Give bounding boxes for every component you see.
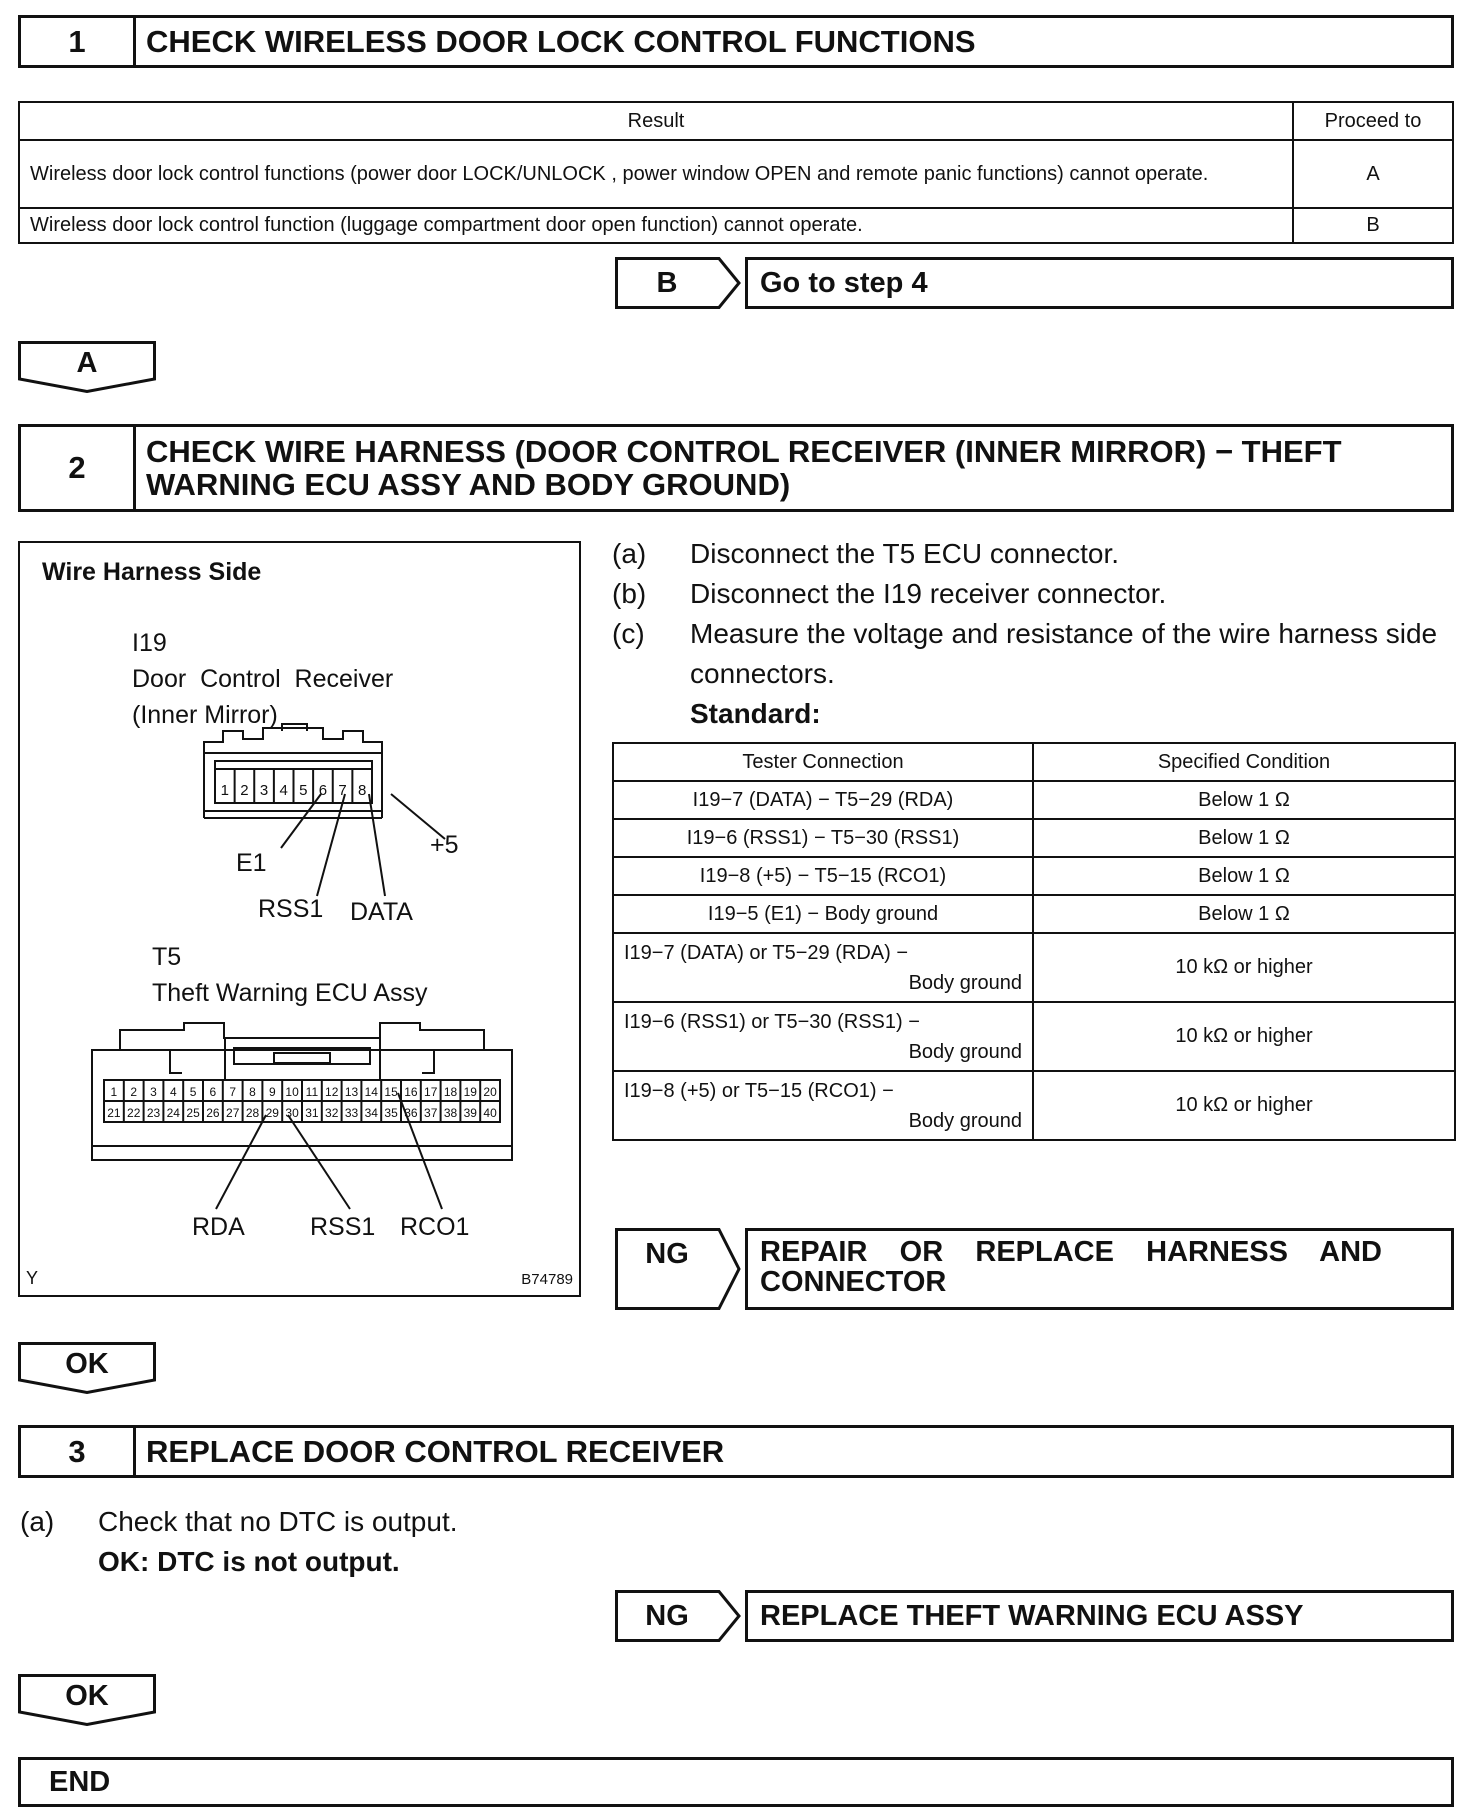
- branch-action: REPLACE THEFT WARNING ECU ASSY: [745, 1590, 1454, 1642]
- conn1-id: I19: [132, 629, 167, 657]
- pin-label: 23: [146, 1106, 161, 1120]
- pin-label: 30: [285, 1106, 299, 1120]
- figure-heading: Wire Harness Side: [42, 558, 262, 586]
- step3-instructions: [20, 1502, 920, 1582]
- pin-label: 34: [364, 1106, 378, 1120]
- step-title: CHECK WIRE HARNESS (DOOR CONTROL RECEIVER (INNER MIRROR) − THEFT WARNING ECU ASSY AND BODY GROUND): [146, 434, 1342, 502]
- pin-label: 7: [338, 782, 347, 799]
- pin-label: 6: [318, 782, 328, 799]
- step-number: 1: [21, 18, 136, 65]
- conn2-id: T5: [152, 943, 182, 971]
- branch-ng-step3: [615, 1590, 1454, 1642]
- conn1-name: Door Control Receiver: [132, 665, 394, 693]
- branch-tag: NG: [615, 1590, 741, 1642]
- label-rss1-t5: RSS1: [310, 1213, 376, 1241]
- figure-corner-mark: Y: [26, 1268, 39, 1288]
- pin-label: 8: [249, 1085, 256, 1099]
- pin-label: 36: [404, 1106, 418, 1120]
- pin-label: 22: [127, 1106, 141, 1120]
- end-label: END: [49, 1766, 111, 1798]
- table-row: [19, 140, 1453, 208]
- pin-label: 32: [325, 1106, 339, 1120]
- pin-label: 37: [424, 1106, 438, 1120]
- label-rss1: RSS1: [258, 895, 324, 923]
- pin-label: 21: [107, 1106, 121, 1120]
- pin-label: 35: [384, 1106, 398, 1120]
- pin-label: 4: [169, 1085, 177, 1099]
- list-item: (a) Disconnect the T5 ECU connector.: [612, 538, 1120, 569]
- branch-tag: B: [615, 257, 741, 309]
- pin-label: 6: [209, 1085, 217, 1099]
- table-row: [19, 208, 1453, 243]
- label-rco1: RCO1: [400, 1213, 470, 1241]
- table-row: I19−6 (RSS1) or T5−30 (RSS1) − Body ground 10 kΩ or higher: [613, 1002, 1455, 1071]
- pin-label: 29: [265, 1106, 279, 1120]
- pin-label: 1: [110, 1085, 118, 1099]
- pin-label: 15: [384, 1085, 398, 1099]
- label-data: DATA: [350, 898, 413, 926]
- pin-label: 13: [344, 1085, 359, 1099]
- list-item: (a) Check that no DTC is output.: [20, 1506, 458, 1537]
- pin-label: 4: [279, 782, 288, 799]
- pin-label: 19: [463, 1085, 477, 1099]
- pin-label: 39: [463, 1106, 477, 1120]
- branch-action: REPAIR OR REPLACE HARNESS AND CONNECTOR: [745, 1228, 1454, 1310]
- list-item: (c) Measure the voltage and resistance of the wire harness side connectors.: [612, 618, 1438, 689]
- spec-table: [612, 742, 1454, 1141]
- label-e1: E1: [236, 849, 267, 877]
- proceed-header: Proceed to: [1293, 102, 1453, 140]
- standard-label: Standard:: [690, 698, 821, 729]
- step-title: CHECK WIRELESS DOOR LOCK CONTROL FUNCTIONS: [146, 24, 976, 59]
- conn1-sub: (Inner Mirror): [132, 701, 278, 729]
- conn2-name: Theft Warning ECU Assy: [152, 979, 428, 1007]
- result-cell: Wireless door lock control functions (power door LOCK/UNLOCK , power window OPEN and remote panic functions) cannot operate.: [19, 140, 1293, 208]
- instructions-list: [612, 534, 1454, 734]
- pin-label: 20: [483, 1085, 497, 1099]
- pin-label: 16: [404, 1085, 418, 1099]
- pin-label: 3: [150, 1085, 157, 1099]
- label-rda: RDA: [192, 1213, 245, 1241]
- pin-label: 12: [325, 1085, 339, 1099]
- step-title: REPLACE DOOR CONTROL RECEIVER: [146, 1434, 725, 1469]
- table-row: I19−8 (+5) − T5−15 (RCO1) Below 1 Ω: [613, 857, 1455, 895]
- continue-tab-ok: OK: [18, 1342, 156, 1394]
- pin-label: 1: [220, 782, 229, 799]
- pin-label: 8: [358, 782, 367, 799]
- ok-condition: OK: DTC is not output.: [98, 1546, 400, 1577]
- pin-label: 5: [189, 1085, 197, 1099]
- proceed-cell: B: [1293, 208, 1453, 243]
- pin-label: 3: [259, 782, 269, 799]
- pin-label: 2: [130, 1085, 138, 1099]
- pin-label: 24: [166, 1106, 180, 1120]
- result-table: [18, 101, 1454, 244]
- continue-tab-a: A: [18, 341, 156, 393]
- pin-label: 18: [443, 1085, 458, 1099]
- branch-ng-step2: [615, 1228, 1454, 1310]
- result-header: Result: [19, 102, 1293, 140]
- pin-label: 38: [443, 1106, 458, 1120]
- table-row: I19−5 (E1) − Body ground Below 1 Ω: [613, 895, 1455, 933]
- step-number: 2: [21, 427, 136, 509]
- step3-header: [18, 1425, 1454, 1478]
- result-cell: Wireless door lock control function (luggage compartment door open function) cannot operate.: [19, 208, 1293, 243]
- specified-condition-header: Specified Condition: [1033, 743, 1455, 781]
- step2-header: [18, 424, 1454, 512]
- step-number: 3: [21, 1428, 136, 1475]
- list-item: (b) Disconnect the I19 receiver connector.: [612, 578, 1167, 609]
- pin-label: 5: [299, 782, 308, 799]
- table-row: I19−6 (RSS1) − T5−30 (RSS1) Below 1 Ω: [613, 819, 1455, 857]
- branch-tag: NG: [615, 1228, 741, 1310]
- pin-label: 7: [229, 1085, 237, 1099]
- figure-id: B74789: [521, 1271, 573, 1288]
- end-box: [18, 1757, 1454, 1807]
- branch-action: Go to step 4: [745, 257, 1454, 309]
- tester-connection-header: Tester Connection: [613, 743, 1033, 781]
- pin-label: 11: [305, 1085, 319, 1099]
- pin-label: 28: [245, 1106, 260, 1120]
- table-row: I19−7 (DATA) − T5−29 (RDA) Below 1 Ω: [613, 781, 1455, 819]
- branch-b: [615, 257, 1454, 309]
- pin-label: 10: [285, 1085, 299, 1099]
- pin-label: 27: [226, 1106, 240, 1120]
- proceed-cell: A: [1293, 140, 1453, 208]
- step1-header: [18, 15, 1454, 68]
- continue-tab-ok: OK: [18, 1674, 156, 1726]
- label-plus5: +5: [430, 831, 459, 859]
- table-row: I19−8 (+5) or T5−15 (RCO1) − Body ground 10 kΩ or higher: [613, 1071, 1455, 1140]
- pin-label: 9: [268, 1085, 276, 1099]
- pin-label: 2: [240, 782, 249, 799]
- pin-label: 40: [483, 1106, 497, 1120]
- wire-harness-figure: [18, 541, 581, 1297]
- pin-label: 17: [424, 1085, 438, 1099]
- pin-label: 31: [305, 1106, 319, 1120]
- pin-label: 14: [364, 1085, 378, 1099]
- table-row: I19−7 (DATA) or T5−29 (RDA) − Body ground 10 kΩ or higher: [613, 933, 1455, 1002]
- pin-label: 26: [206, 1106, 220, 1120]
- pin-label: 25: [186, 1106, 200, 1120]
- connector-t5-diagram: [20, 543, 583, 1299]
- pin-label: 33: [344, 1106, 359, 1120]
